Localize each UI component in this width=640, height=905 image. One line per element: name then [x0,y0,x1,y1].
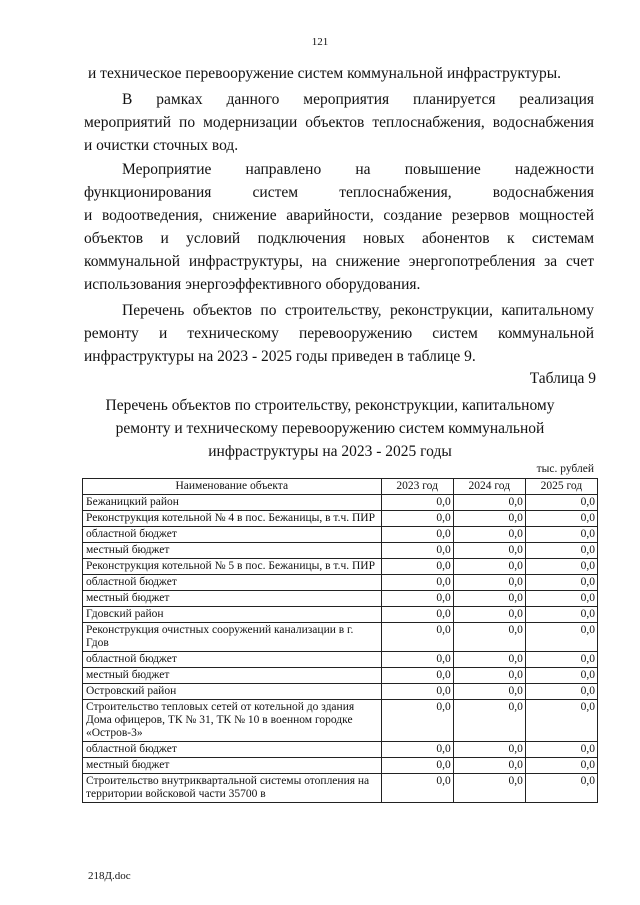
paragraph-line: ремонту и техническому перевооружению систем коммунальной [84,325,594,342]
object-name-cell: местный бюджет [83,758,382,774]
object-name-cell: Бежаницкий район [83,495,382,511]
header-object-name: Наименование объекта [83,479,382,495]
object-name-cell: Реконструкция котельной № 5 в пос. Бежаницы, в т.ч. ПИР [83,559,382,575]
paragraph-line: Перечень объектов по строительству, реконструкции, капитальному [122,302,594,319]
value-cell: 0,0 [381,559,453,575]
table-row [83,591,598,607]
paragraph-line: Мероприятие направлено на повышение надежности [122,161,594,178]
table-title [60,394,600,463]
value-cell: 0,0 [525,623,597,652]
value-cell: 0,0 [453,652,525,668]
paragraph-3 [84,158,594,296]
object-name-cell: Строительство внутриквартальной системы отопления на территории войсковой части 35700 в [83,774,382,803]
value-cell: 0,0 [453,559,525,575]
object-name-cell: местный бюджет [83,668,382,684]
object-name-cell: Реконструкция очистных сооружений канализации в г. Гдов [83,623,382,652]
paragraph-2 [84,88,594,157]
value-cell: 0,0 [453,758,525,774]
value-cell: 0,0 [381,742,453,758]
object-name-cell: Реконструкция котельной № 4 в пос. Бежаницы, в т.ч. ПИР [83,511,382,527]
paragraph-line: и очистки сточных вод. [84,137,239,154]
value-cell: 0,0 [381,758,453,774]
value-cell: 0,0 [525,575,597,591]
object-name-cell: областной бюджет [83,575,382,591]
header-year-2024: 2024 год [453,479,525,495]
value-cell: 0,0 [453,684,525,700]
paragraph-line: объектов и условий подключения новых абонентов к системам [84,230,594,247]
value-cell: 0,0 [381,684,453,700]
table-row [83,511,598,527]
table-title-line: Перечень объектов по строительству, реконструкции, капитальному [105,397,555,414]
value-cell: 0,0 [525,495,597,511]
value-cell: 0,0 [381,591,453,607]
value-cell: 0,0 [525,607,597,623]
object-name-cell: Строительство тепловых сетей от котельной до здания Дома офицеров, ТК № 31, ТК № 10 в военном городке «Остров-3» [83,700,382,742]
table-body [83,495,598,803]
value-cell: 0,0 [525,511,597,527]
value-cell: 0,0 [381,527,453,543]
header-year-2023: 2023 год [381,479,453,495]
table-row [83,742,598,758]
value-cell: 0,0 [453,495,525,511]
value-cell: 0,0 [525,652,597,668]
value-cell: 0,0 [525,527,597,543]
table-row [83,774,598,803]
value-cell: 0,0 [381,543,453,559]
page-number: 121 [311,36,329,48]
object-name-cell: областной бюджет [83,742,382,758]
value-cell: 0,0 [381,623,453,652]
value-cell: 0,0 [453,575,525,591]
value-cell: 0,0 [381,495,453,511]
paragraph-line: функционирования систем теплоснабжения, водоснабжения [84,184,594,201]
value-cell: 0,0 [453,527,525,543]
table-row [83,623,598,652]
object-name-cell: местный бюджет [83,543,382,559]
value-cell: 0,0 [381,511,453,527]
table-row [83,684,598,700]
table-title-line: инфраструктуры на 2023 - 2025 годы [208,443,452,460]
table-row [83,559,598,575]
table-row [83,527,598,543]
paragraph-1 [88,62,598,85]
paragraph-line: и техническое перевооружение систем коммунальной инфраструктуры. [88,65,562,82]
value-cell: 0,0 [453,742,525,758]
table-title-line: ремонту и техническому перевооружению систем коммунальной [115,420,545,437]
paragraph-4 [84,299,594,368]
table-header-row [83,479,598,495]
header-year-2025: 2025 год [525,479,597,495]
value-cell: 0,0 [381,652,453,668]
value-cell: 0,0 [453,591,525,607]
value-cell: 0,0 [525,774,597,803]
value-cell: 0,0 [381,668,453,684]
table-row [83,543,598,559]
units-label: тыс. рублей [536,463,594,475]
value-cell: 0,0 [525,543,597,559]
value-cell: 0,0 [525,591,597,607]
object-name-cell: областной бюджет [83,652,382,668]
object-name-cell: Островский район [83,684,382,700]
paragraph-line: В рамках данного мероприятия планируется реализация [122,91,594,108]
file-name: 218Д.doc [88,870,131,882]
table-row [83,575,598,591]
table-row [83,700,598,742]
value-cell: 0,0 [525,700,597,742]
table-row [83,668,598,684]
value-cell: 0,0 [453,623,525,652]
value-cell: 0,0 [381,700,453,742]
paragraph-line: коммунальной инфраструктуры, на снижение энергопотребления за счет [84,253,594,270]
value-cell: 0,0 [525,668,597,684]
value-cell: 0,0 [525,758,597,774]
table-row [83,652,598,668]
table-row [83,607,598,623]
value-cell: 0,0 [453,774,525,803]
value-cell: 0,0 [381,575,453,591]
value-cell: 0,0 [453,511,525,527]
paragraph-line: и водоотведения, снижение аварийности, создание резервов мощностей [84,207,594,224]
value-cell: 0,0 [453,700,525,742]
value-cell: 0,0 [453,543,525,559]
object-name-cell: Гдовский район [83,607,382,623]
paragraph-line: инфраструктуры на 2023 - 2025 годы приведен в таблице 9. [84,348,476,365]
table-label: Таблица 9 [529,370,596,387]
value-cell: 0,0 [525,559,597,575]
value-cell: 0,0 [525,684,597,700]
value-cell: 0,0 [453,607,525,623]
value-cell: 0,0 [381,774,453,803]
paragraph-line: использования энергоэффективного оборудования. [84,276,421,293]
value-cell: 0,0 [381,607,453,623]
paragraph-line: мероприятий по модернизации объектов теплоснабжения, водоснабжения [84,114,594,131]
value-cell: 0,0 [525,742,597,758]
object-name-cell: местный бюджет [83,591,382,607]
table-row [83,495,598,511]
object-name-cell: областной бюджет [83,527,382,543]
objects-table [82,478,598,803]
table-row [83,758,598,774]
value-cell: 0,0 [453,668,525,684]
